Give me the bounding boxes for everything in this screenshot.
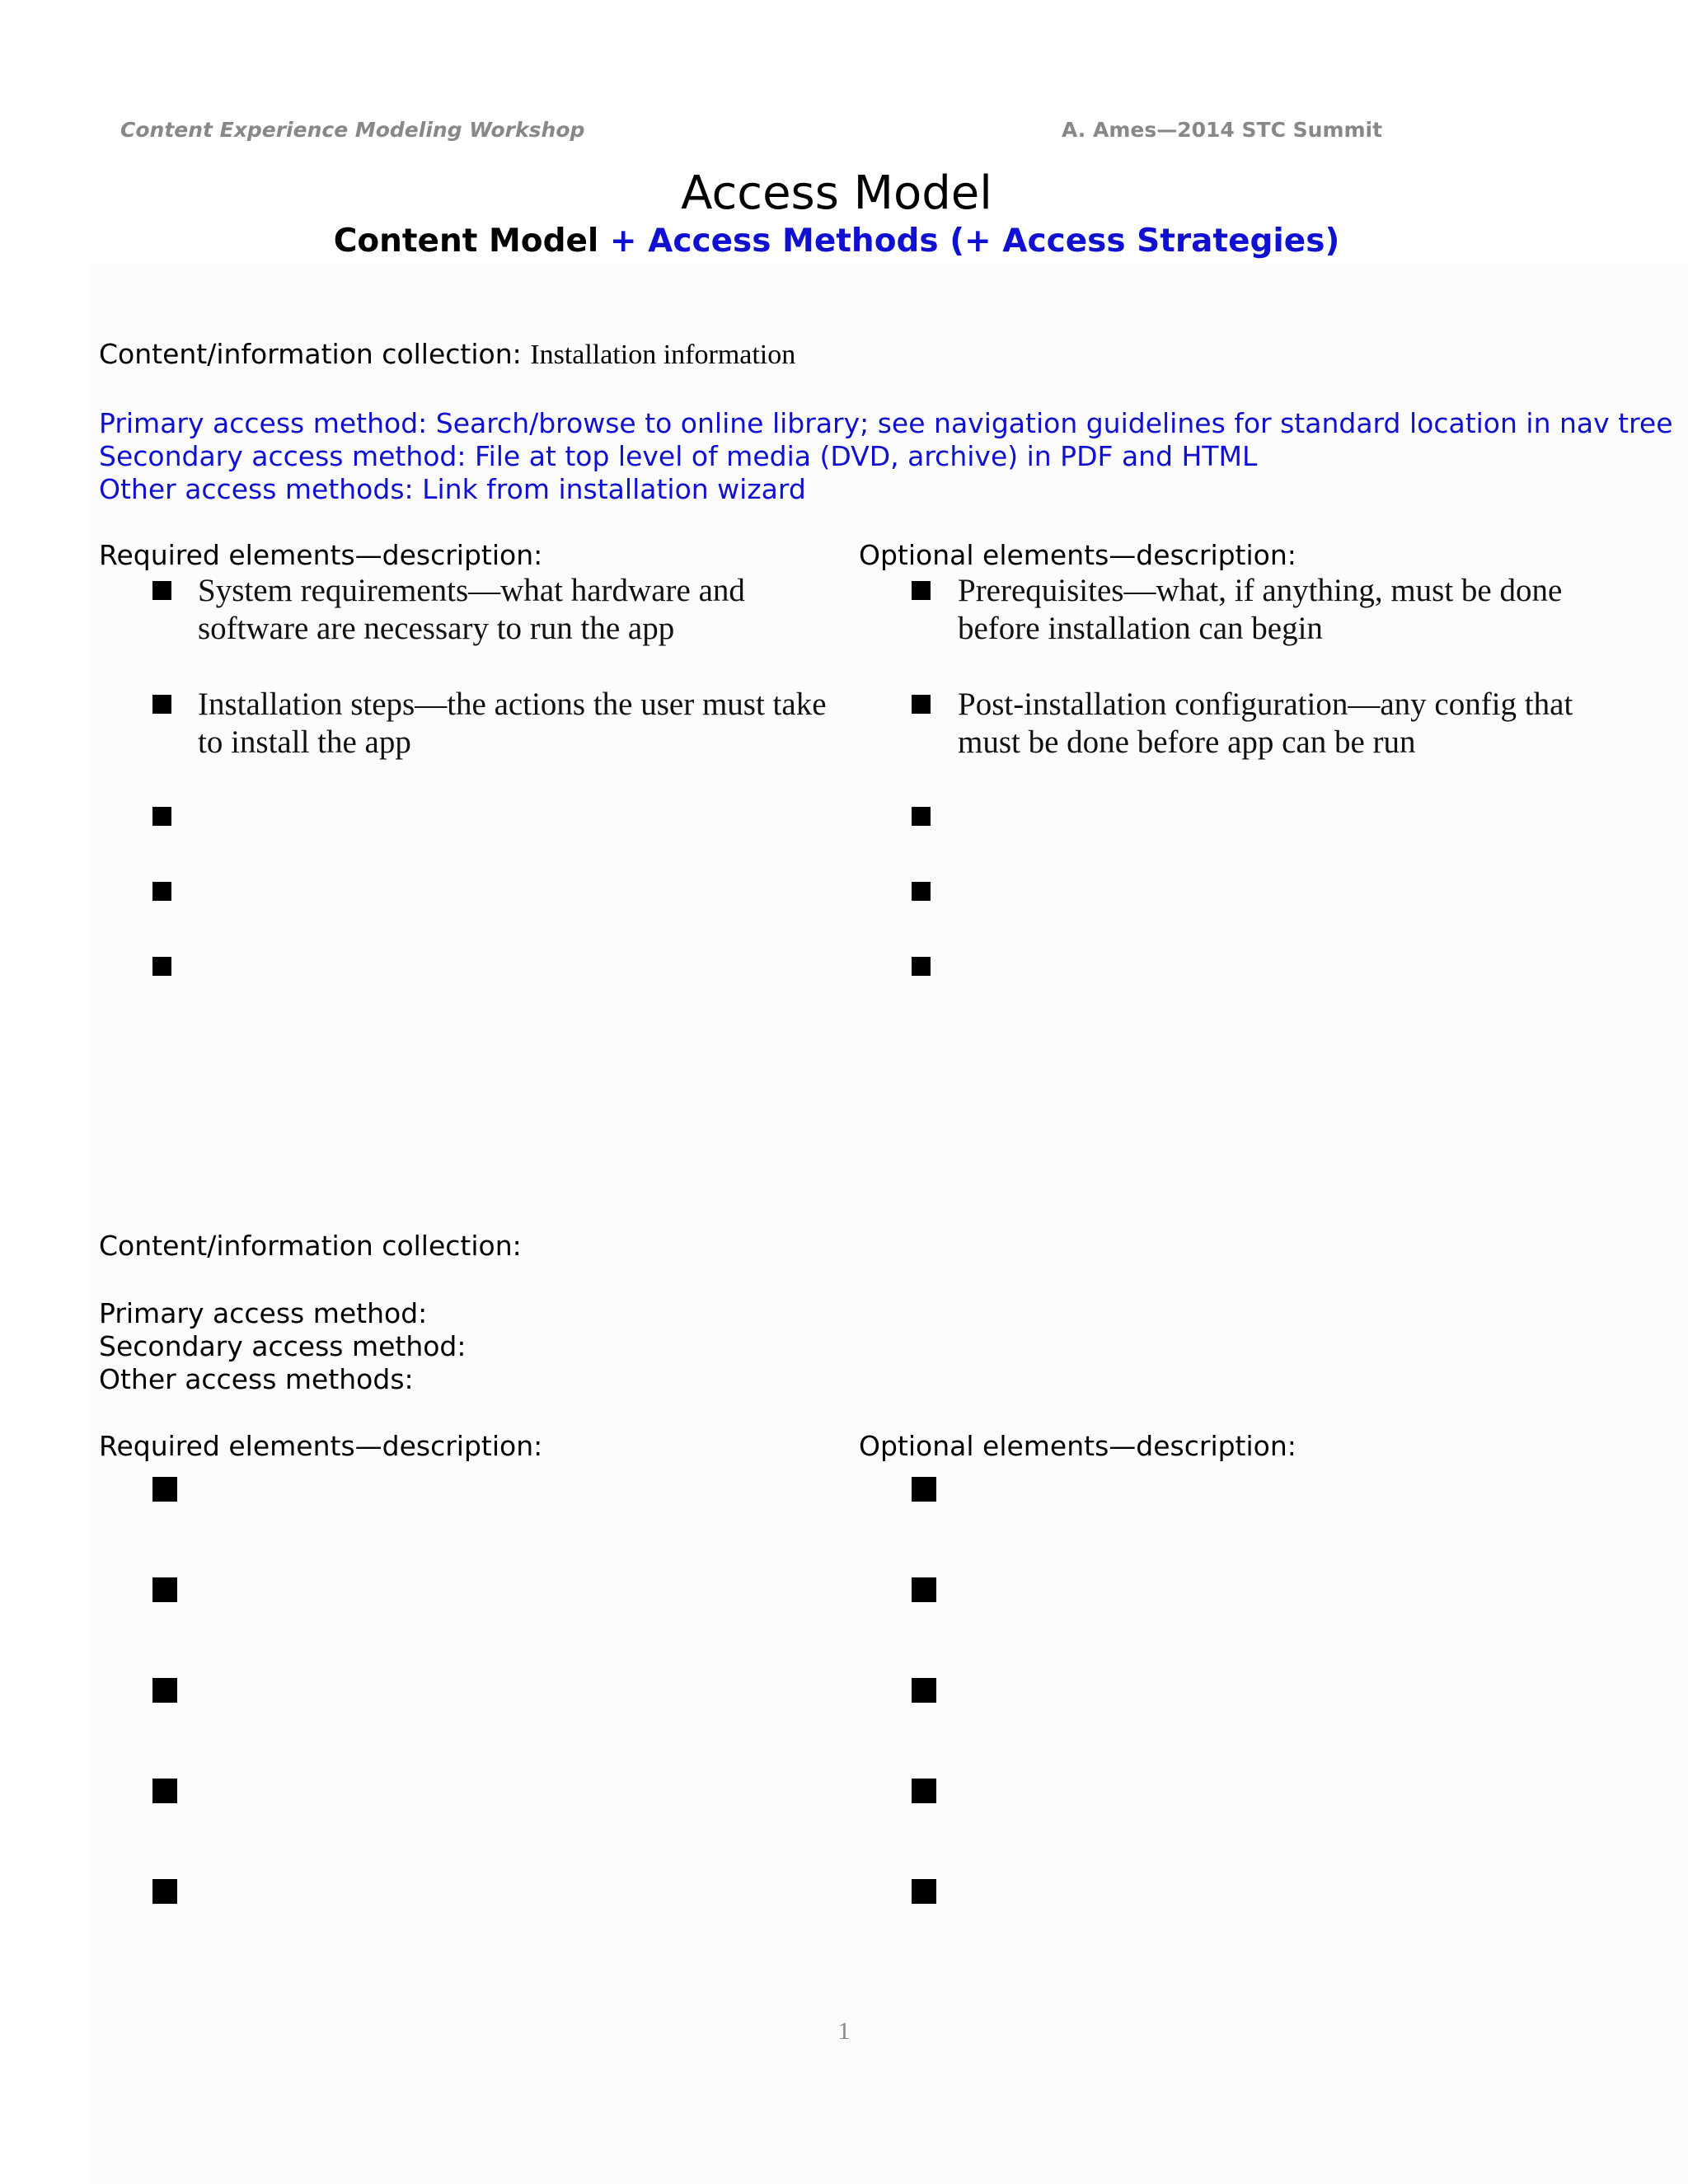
section1-collection-label: Content/information collection: [99, 338, 522, 370]
section2-required-bullet [152, 1879, 177, 1904]
section1-optional-item: Prerequisites—what, if anything, must be done before installation can begin [958, 573, 1563, 646]
page-number: 1 [837, 2018, 851, 2045]
section1-required-bullet [152, 695, 171, 714]
page-title: Access Model [681, 166, 992, 220]
section1-required-bullet [152, 957, 171, 976]
section1-secondary-access: Secondary access method: File at top level of media (DVD, archive) in PDF and HTML [99, 440, 1258, 472]
section2-required-bullet [152, 1779, 177, 1803]
section1-required-item: Installation steps—the actions the user must take to install the app [198, 687, 827, 760]
page-subtitle [0, 223, 1673, 260]
section2-optional-bullet [912, 1678, 936, 1703]
section1-required-bullet [152, 581, 171, 600]
section2-secondary-access: Secondary access method: [99, 1330, 467, 1362]
section1-optional-item: Post-installation configuration—any config that must be done before app can be run [958, 687, 1573, 760]
section2-optional-bullet [912, 1477, 936, 1502]
section1-required-item: System requirements—what hardware and software are necessary to run the app [198, 573, 745, 646]
section1-required-bullet [152, 882, 171, 901]
section1-other-access: Other access methods: Link from installation wizard [99, 473, 806, 505]
section2-optional-label: Optional elements—description: [859, 1430, 1296, 1462]
section1-optional-bullet [912, 695, 931, 714]
section1-collection [99, 338, 795, 371]
section2-required-bullet [152, 1577, 177, 1602]
section1-collection-value: Installation information [530, 340, 796, 370]
section1-primary-access: Primary access method: Search/browse to online library; see navigation guidelines for standard location in nav tree [99, 407, 1673, 439]
section2-primary-access: Primary access method: [99, 1297, 428, 1329]
section2-optional-bullet [912, 1879, 936, 1904]
section2-required-bullet [152, 1477, 177, 1502]
header-author: A. Ames—2014 STC Summit [1062, 118, 1383, 142]
section2-optional-bullet [912, 1577, 936, 1602]
section1-optional-label: Optional elements—description: [859, 539, 1296, 571]
section2-required-label: Required elements—description: [99, 1430, 543, 1462]
section1-required-bullet [152, 807, 171, 826]
section1-required-label: Required elements—description: [99, 539, 543, 571]
subtitle-access-methods: + Access Methods (+ Access Strategies) [598, 223, 1340, 260]
section2-required-bullet [152, 1678, 177, 1703]
section1-optional-bullet [912, 957, 931, 976]
subtitle-content-model: Content Model [333, 223, 599, 260]
section1-optional-bullet [912, 807, 931, 826]
header-workshop-title: Content Experience Modeling Workshop [120, 118, 585, 142]
section1-optional-bullet [912, 882, 931, 901]
section2-optional-bullet [912, 1779, 936, 1803]
section2-other-access: Other access methods: [99, 1363, 414, 1395]
section2-collection-label: Content/information collection: [99, 1230, 522, 1262]
section1-optional-bullet [912, 581, 931, 600]
